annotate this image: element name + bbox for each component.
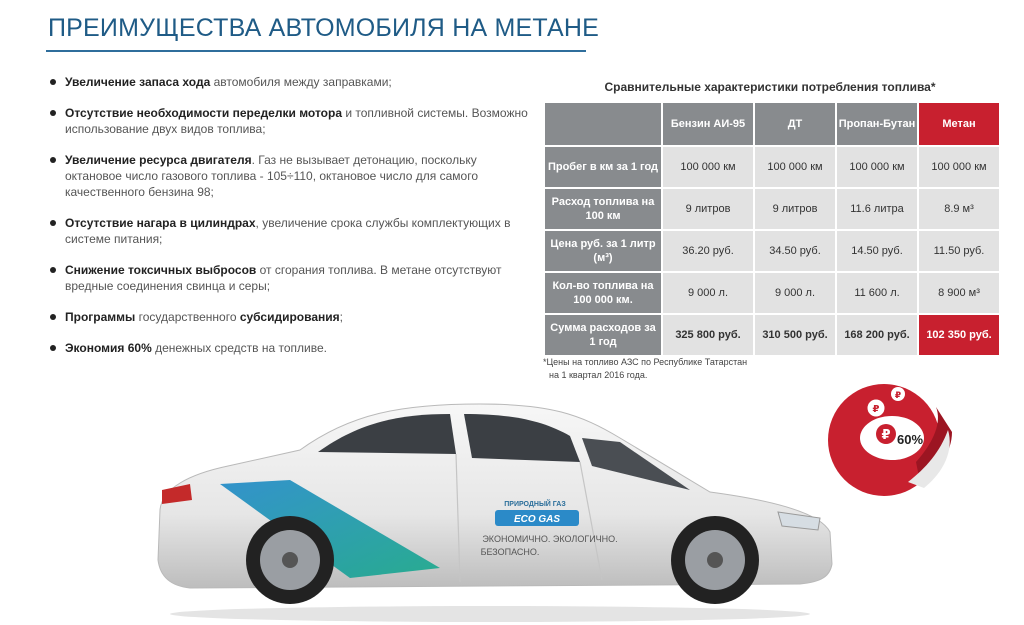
table-cell: 8 900 м³ — [919, 273, 999, 313]
table-cell: 34.50 руб. — [755, 231, 835, 271]
row-label: Кол-во топлива на 100 000 км. — [545, 273, 661, 313]
decal-slogan: БЕЗОПАСНО. — [480, 547, 540, 557]
ecogas-logo: ECO GAS — [513, 514, 561, 525]
badge-percent: 60% — [896, 432, 924, 447]
advantages-list — [48, 74, 528, 371]
header-propane: Пропан-Бутан — [837, 103, 917, 145]
table-cell-highlight: 102 350 руб. — [919, 315, 999, 355]
table-cell: 100 000 км — [837, 147, 917, 187]
list-item — [48, 105, 528, 137]
list-item — [48, 262, 528, 294]
table-cell: 11.6 литра — [837, 189, 917, 229]
table-row-total — [545, 315, 999, 355]
table-cell: 100 000 км — [919, 147, 999, 187]
table-cell: 9 литров — [663, 189, 753, 229]
fuel-comparison-table — [543, 101, 1001, 357]
table-cell: 11 600 л. — [837, 273, 917, 313]
item-text: ; — [339, 310, 343, 324]
bullet-dot — [50, 267, 56, 273]
row-label: Пробег в км за 1 год — [545, 147, 661, 187]
car-shadow — [170, 606, 810, 622]
table-cell: 100 000 км — [663, 147, 753, 187]
item-text: автомобиля между заправками; — [210, 75, 392, 89]
decal-slogan: ЭКОНОМИЧНО. ЭКОЛОГИЧНО. — [482, 534, 618, 544]
bullet-dot — [50, 220, 56, 226]
table-row — [545, 231, 999, 271]
list-item — [48, 215, 528, 247]
item-bold: Отсутствие нагара в цилиндрах — [65, 216, 256, 230]
bullet-dot — [50, 157, 56, 163]
item-text: , увеличение срока службы комплектующих в системе питания; — [65, 216, 511, 246]
table-cell: 9 000 л. — [755, 273, 835, 313]
savings-badge — [824, 372, 964, 497]
page-title: ПРЕИМУЩЕСТВА АВТОМОБИЛЯ НА МЕТАНЕ — [48, 14, 600, 42]
item-bold: Снижение токсичных выбросов — [65, 263, 257, 277]
table-cell: 9 000 л. — [663, 273, 753, 313]
coin-symbol: ₽ — [872, 404, 880, 415]
rear-hub — [282, 552, 298, 568]
list-item — [48, 340, 528, 356]
table-cell: 325 800 руб. — [663, 315, 753, 355]
item-text: и топливной системы. Возможно использование двух видов топлива; — [65, 106, 528, 136]
item-text: государственного — [135, 310, 240, 324]
table-cell: 100 000 км — [755, 147, 835, 187]
item-bold: Экономия 60% — [65, 341, 152, 355]
item-bold: Увеличение ресурса двигателя — [65, 153, 252, 167]
bullet-dot — [50, 314, 56, 320]
header-gasoline: Бензин АИ-95 — [663, 103, 753, 145]
table-cell: 36.20 руб. — [663, 231, 753, 271]
footnote-line: на 1 квартал 2016 года. — [549, 370, 648, 380]
front-hub — [707, 552, 723, 568]
title-underline — [46, 50, 586, 52]
bullet-dot — [50, 79, 56, 85]
table-title: Сравнительные характеристики потребления топлива* — [604, 80, 936, 94]
list-item — [48, 309, 528, 325]
header-empty-cell — [545, 103, 661, 145]
row-label: Сумма расходов за 1 год — [545, 315, 661, 355]
table-row — [545, 273, 999, 313]
item-bold: субсидирования — [239, 310, 340, 324]
decal-label: ПРИРОДНЫЙ ГАЗ — [504, 501, 566, 508]
list-item — [48, 74, 528, 90]
table-row — [545, 147, 999, 187]
table-cell: 11.50 руб. — [919, 231, 999, 271]
table-cell: 14.50 руб. — [837, 231, 917, 271]
car-illustration — [150, 392, 840, 625]
table-cell: 310 500 руб. — [755, 315, 835, 355]
header-diesel: ДТ — [755, 103, 835, 145]
header-methane: Метан — [919, 103, 999, 145]
ruble-symbol: ₽ — [881, 428, 891, 443]
list-item — [48, 152, 528, 200]
table-header-row — [545, 103, 999, 145]
item-bold: Отсутствие необходимости переделки мотора — [65, 106, 342, 120]
item-bold: Программы — [65, 310, 136, 324]
table-footnote — [543, 356, 823, 382]
table-cell: 168 200 руб. — [837, 315, 917, 355]
table-row — [545, 189, 999, 229]
coin-symbol: ₽ — [894, 391, 902, 401]
item-bold: Увеличение запаса хода — [65, 75, 211, 89]
bullet-dot — [50, 345, 56, 351]
bullet-dot — [50, 110, 56, 116]
table-cell: 8.9 м³ — [919, 189, 999, 229]
item-text: . Газ не вызывает детонацию, поскольку октановое число газового топлива - 105÷110, октановое число для самого качественного бензина 98; — [65, 153, 479, 199]
row-label: Расход топлива на 100 км — [545, 189, 661, 229]
item-text: от сгорания топлива. В метане отсутствуют вредные соединения свинца и серы; — [65, 263, 502, 293]
item-text: денежных средств на топливе. — [151, 341, 327, 355]
row-label: Цена руб. за 1 литр (м³) — [545, 231, 661, 271]
footnote-line: *Цены на топливо АЗС по Республике Татарстан — [543, 357, 748, 367]
table-cell: 9 литров — [755, 189, 835, 229]
